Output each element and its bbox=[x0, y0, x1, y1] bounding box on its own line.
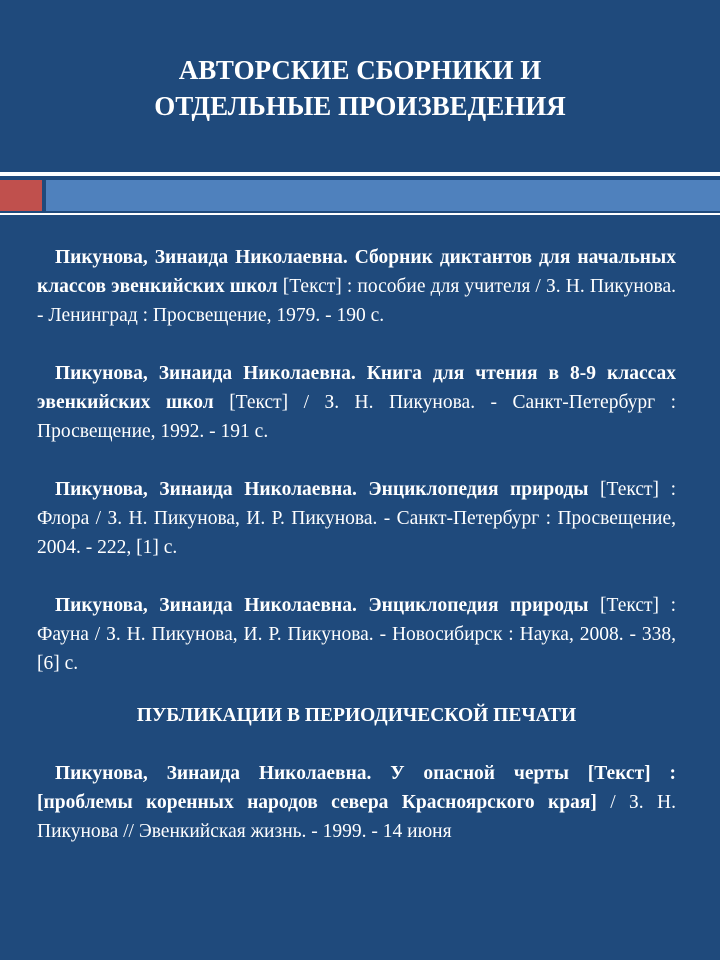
page-title bbox=[40, 52, 680, 124]
header-divider-bottom bbox=[0, 213, 720, 215]
entry-author-title: Пикунова, Зинаида Николаевна. Сборник диктантов для начальных классов эвенкийских школ bbox=[37, 247, 676, 297]
bibliography-entry bbox=[37, 475, 676, 562]
bibliography-list bbox=[37, 243, 676, 875]
entry-details: [Текст] : пособие для учителя / З. Н. Пикунова. - Ленинград : Просвещение, 1979. - 190 с. bbox=[37, 276, 677, 326]
bibliography-entry bbox=[37, 359, 676, 446]
entry-details: [Текст] : Флора / З. Н. Пикунова, И. Р. Пикунова. - Санкт-Петербург : Просвещение, 2004. - 222, [1] с. bbox=[37, 479, 676, 558]
entry-details: [Текст] : Фауна / З. Н. Пикунова, И. Р. Пикунова. - Новосибирск : Наука, 2008. - 338, [6] с. bbox=[37, 595, 676, 674]
entry-author-title: Пикунова, Зинаида Николаевна. Книга для чтения в 8-9 классах эвенкийских школ bbox=[37, 363, 676, 413]
accent-bar-red bbox=[0, 180, 42, 211]
bibliography-entry bbox=[37, 591, 676, 678]
entry-details: / З. Н. Пикунова // Эвенкийская жизнь. - 1999. - 14 июня bbox=[37, 792, 676, 842]
entry-author-title: Пикунова, Зинаида Николаевна. Энциклопедия природы bbox=[55, 479, 589, 500]
header-divider-top bbox=[0, 172, 720, 176]
section-heading-periodicals: ПУБЛИКАЦИИ В ПЕРИОДИЧЕСКОЙ ПЕЧАТИ bbox=[136, 705, 577, 726]
page-title-line-2: ОТДЕЛЬНЫЕ ПРОИЗВЕДЕНИЯ bbox=[154, 91, 566, 121]
page-title-line-1: АВТОРСКИЕ СБОРНИКИ И bbox=[178, 55, 542, 85]
entry-author-title: Пикунова, Зинаида Николаевна. Энциклопедия природы bbox=[55, 595, 589, 616]
accent-bar-blue bbox=[46, 180, 720, 211]
periodical-entry bbox=[37, 759, 676, 846]
entry-details: [Текст] / З. Н. Пикунова. - Санкт-Петербург : Просвещение, 1992. - 191 с. bbox=[37, 392, 676, 442]
bibliography-entry bbox=[37, 243, 676, 330]
entry-author-title: Пикунова, Зинаида Николаевна. У опасной черты [Текст] : [проблемы коренных народов севера Красноярского края] bbox=[37, 763, 676, 813]
